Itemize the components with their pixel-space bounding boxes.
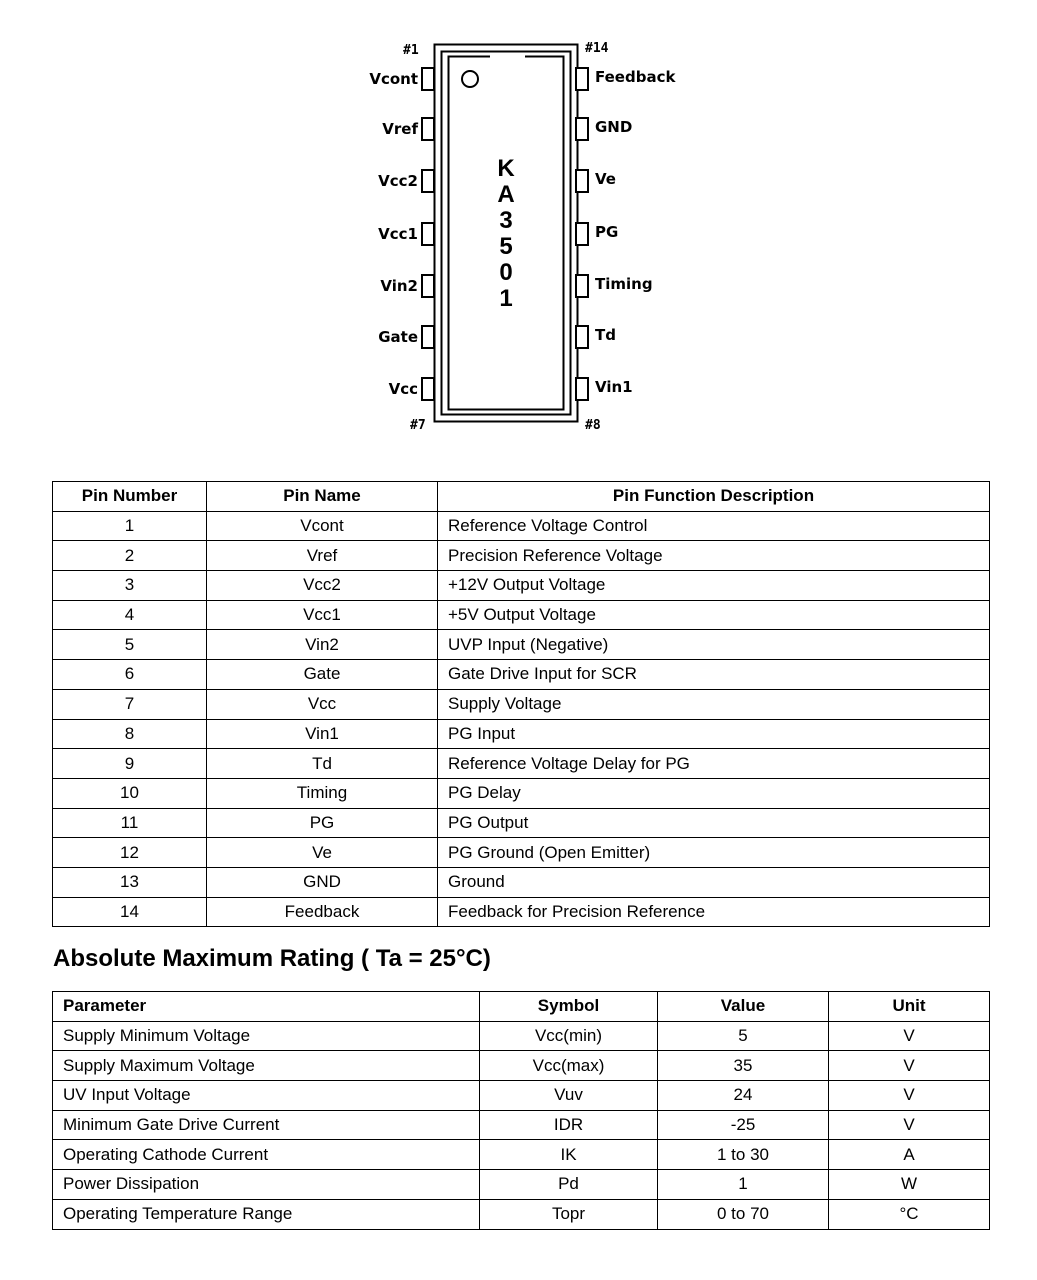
pin-label-left: Vcc (388, 380, 418, 398)
pin-number-cell: 3 (53, 571, 207, 601)
pin-lead-left (422, 118, 434, 140)
table-row (53, 897, 990, 927)
pin-name-cell: GND (207, 867, 438, 897)
value-cell: 0 to 70 (658, 1199, 829, 1229)
pin-description-cell: PG Input (438, 719, 990, 749)
table-row (53, 1110, 990, 1140)
pin-lead-left (422, 223, 434, 245)
pin-name-cell: Vin1 (207, 719, 438, 749)
pin-number-cell: 11 (53, 808, 207, 838)
pin-description-cell: PG Ground (Open Emitter) (438, 838, 990, 868)
table-row (53, 689, 990, 719)
header-pin-description: Pin Function Description (438, 482, 990, 512)
pin-name-cell: Gate (207, 660, 438, 690)
pin-name-cell: Vcont (207, 511, 438, 541)
parameter-cell: Power Dissipation (53, 1170, 480, 1200)
pin-label-right: Td (595, 326, 616, 344)
header-unit: Unit (829, 992, 990, 1022)
parameter-cell: UV Input Voltage (53, 1081, 480, 1111)
pin-label-right: Timing (595, 275, 653, 293)
pin-name-cell: Vin2 (207, 630, 438, 660)
pin-name-cell: Timing (207, 778, 438, 808)
pin-description-cell: +5V Output Voltage (438, 600, 990, 630)
table-row (53, 541, 990, 571)
pin-label-left: Vin2 (380, 277, 418, 295)
pin-lead-right (576, 223, 588, 245)
pin-lead-left (422, 170, 434, 192)
corner-label-pin7: #7 (410, 418, 426, 433)
unit-cell: °C (829, 1199, 990, 1229)
pin-number-cell: 10 (53, 778, 207, 808)
absolute-maximum-rating-table (52, 991, 990, 1230)
pin-description-cell: Supply Voltage (438, 689, 990, 719)
section-title: Absolute Maximum Rating ( Ta = 25°C) (53, 945, 491, 972)
unit-cell: V (829, 1051, 990, 1081)
table-row (53, 838, 990, 868)
header-parameter: Parameter (53, 992, 480, 1022)
pin-description-cell: Reference Voltage Delay for PG (438, 749, 990, 779)
table-row (53, 808, 990, 838)
pin-description-cell: +12V Output Voltage (438, 571, 990, 601)
symbol-cell: IDR (480, 1110, 658, 1140)
pin-description-cell: Reference Voltage Control (438, 511, 990, 541)
table-row (53, 630, 990, 660)
chip-part-number (493, 156, 519, 312)
pin-function-table (52, 481, 990, 927)
pin-label-right: Feedback (595, 68, 676, 86)
chip-letter: 1 (499, 285, 513, 312)
parameter-cell: Supply Minimum Voltage (53, 1021, 480, 1051)
pin-lead-right (576, 68, 588, 90)
chip-letter: A (497, 181, 515, 208)
pin1-marker (462, 71, 478, 87)
pin-label-right: GND (595, 118, 633, 136)
unit-cell: W (829, 1170, 990, 1200)
pin-lead-right (576, 326, 588, 348)
pin-diagram (0, 0, 1037, 450)
pin-description-cell: Gate Drive Input for SCR (438, 660, 990, 690)
parameter-cell: Supply Maximum Voltage (53, 1051, 480, 1081)
pin-label-left: Vcc2 (378, 172, 418, 190)
pin-lead-left (422, 68, 434, 90)
corner-label-pin8: #8 (585, 418, 601, 433)
pin-lead-left (422, 378, 434, 400)
unit-cell: V (829, 1110, 990, 1140)
table-row (53, 1081, 990, 1111)
pin-number-cell: 4 (53, 600, 207, 630)
table-row (53, 600, 990, 630)
pin-number-cell: 1 (53, 511, 207, 541)
value-cell: 35 (658, 1051, 829, 1081)
pin-number-cell: 6 (53, 660, 207, 690)
symbol-cell: Vcc(min) (480, 1021, 658, 1051)
pin-label-left: Vref (382, 120, 418, 138)
pin-number-cell: 5 (53, 630, 207, 660)
pin-name-cell: Vcc2 (207, 571, 438, 601)
pin-label-left: Gate (378, 328, 418, 346)
value-cell: 5 (658, 1021, 829, 1051)
value-cell: 1 (658, 1170, 829, 1200)
parameter-cell: Minimum Gate Drive Current (53, 1110, 480, 1140)
header-pin-number: Pin Number (53, 482, 207, 512)
chip-letter: 5 (499, 233, 513, 260)
pin-lead-left (422, 326, 434, 348)
value-cell: 1 to 30 (658, 1140, 829, 1170)
unit-cell: V (829, 1081, 990, 1111)
value-cell: 24 (658, 1081, 829, 1111)
pin-number-cell: 13 (53, 867, 207, 897)
pin-description-cell: UVP Input (Negative) (438, 630, 990, 660)
pin-name-cell: Vref (207, 541, 438, 571)
pin-lead-right (576, 275, 588, 297)
table-header-row (53, 992, 990, 1022)
pin-number-cell: 2 (53, 541, 207, 571)
pin-label-right: Ve (595, 170, 616, 188)
pin-description-cell: Feedback for Precision Reference (438, 897, 990, 927)
pin-number-cell: 9 (53, 749, 207, 779)
pin-label-right: PG (595, 223, 619, 241)
table-row (53, 778, 990, 808)
table-row (53, 571, 990, 601)
header-pin-name: Pin Name (207, 482, 438, 512)
table-row (53, 1021, 990, 1051)
pin-lead-left (422, 275, 434, 297)
table-row (53, 511, 990, 541)
pin-description-cell: Precision Reference Voltage (438, 541, 990, 571)
pin-description-cell: PG Delay (438, 778, 990, 808)
header-value: Value (658, 992, 829, 1022)
pin-number-cell: 14 (53, 897, 207, 927)
pin-number-cell: 7 (53, 689, 207, 719)
symbol-cell: Topr (480, 1199, 658, 1229)
chip-letter: 0 (499, 259, 513, 286)
pin-description-cell: Ground (438, 867, 990, 897)
corner-label-pin1: #1 (403, 43, 419, 58)
table-row (53, 1170, 990, 1200)
pin-label-right: Vin1 (595, 378, 633, 396)
table-row (53, 867, 990, 897)
table-row (53, 1199, 990, 1229)
pin-lead-right (576, 170, 588, 192)
pin-name-cell: Feedback (207, 897, 438, 927)
table-row (53, 719, 990, 749)
parameter-cell: Operating Cathode Current (53, 1140, 480, 1170)
pin-lead-right (576, 378, 588, 400)
pin-name-cell: Ve (207, 838, 438, 868)
unit-cell: V (829, 1021, 990, 1051)
header-symbol: Symbol (480, 992, 658, 1022)
pin-label-left: Vcont (369, 70, 418, 88)
unit-cell: A (829, 1140, 990, 1170)
table-row (53, 1140, 990, 1170)
pin-name-cell: Vcc (207, 689, 438, 719)
value-cell: -25 (658, 1110, 829, 1140)
pin-label-left: Vcc1 (378, 225, 418, 243)
table-header-row (53, 482, 990, 512)
pin-name-cell: Vcc1 (207, 600, 438, 630)
pin-description-cell: PG Output (438, 808, 990, 838)
table-row (53, 1051, 990, 1081)
chip-letter: K (497, 155, 515, 182)
pin-name-cell: PG (207, 808, 438, 838)
pin-name-cell: Td (207, 749, 438, 779)
symbol-cell: Vcc(max) (480, 1051, 658, 1081)
pin-lead-right (576, 118, 588, 140)
symbol-cell: Vuv (480, 1081, 658, 1111)
symbol-cell: IK (480, 1140, 658, 1170)
corner-label-pin14: #14 (585, 41, 609, 56)
pin-number-cell: 8 (53, 719, 207, 749)
symbol-cell: Pd (480, 1170, 658, 1200)
table-row (53, 660, 990, 690)
table-row (53, 749, 990, 779)
chip-letter: 3 (499, 207, 513, 234)
parameter-cell: Operating Temperature Range (53, 1199, 480, 1229)
pin-number-cell: 12 (53, 838, 207, 868)
